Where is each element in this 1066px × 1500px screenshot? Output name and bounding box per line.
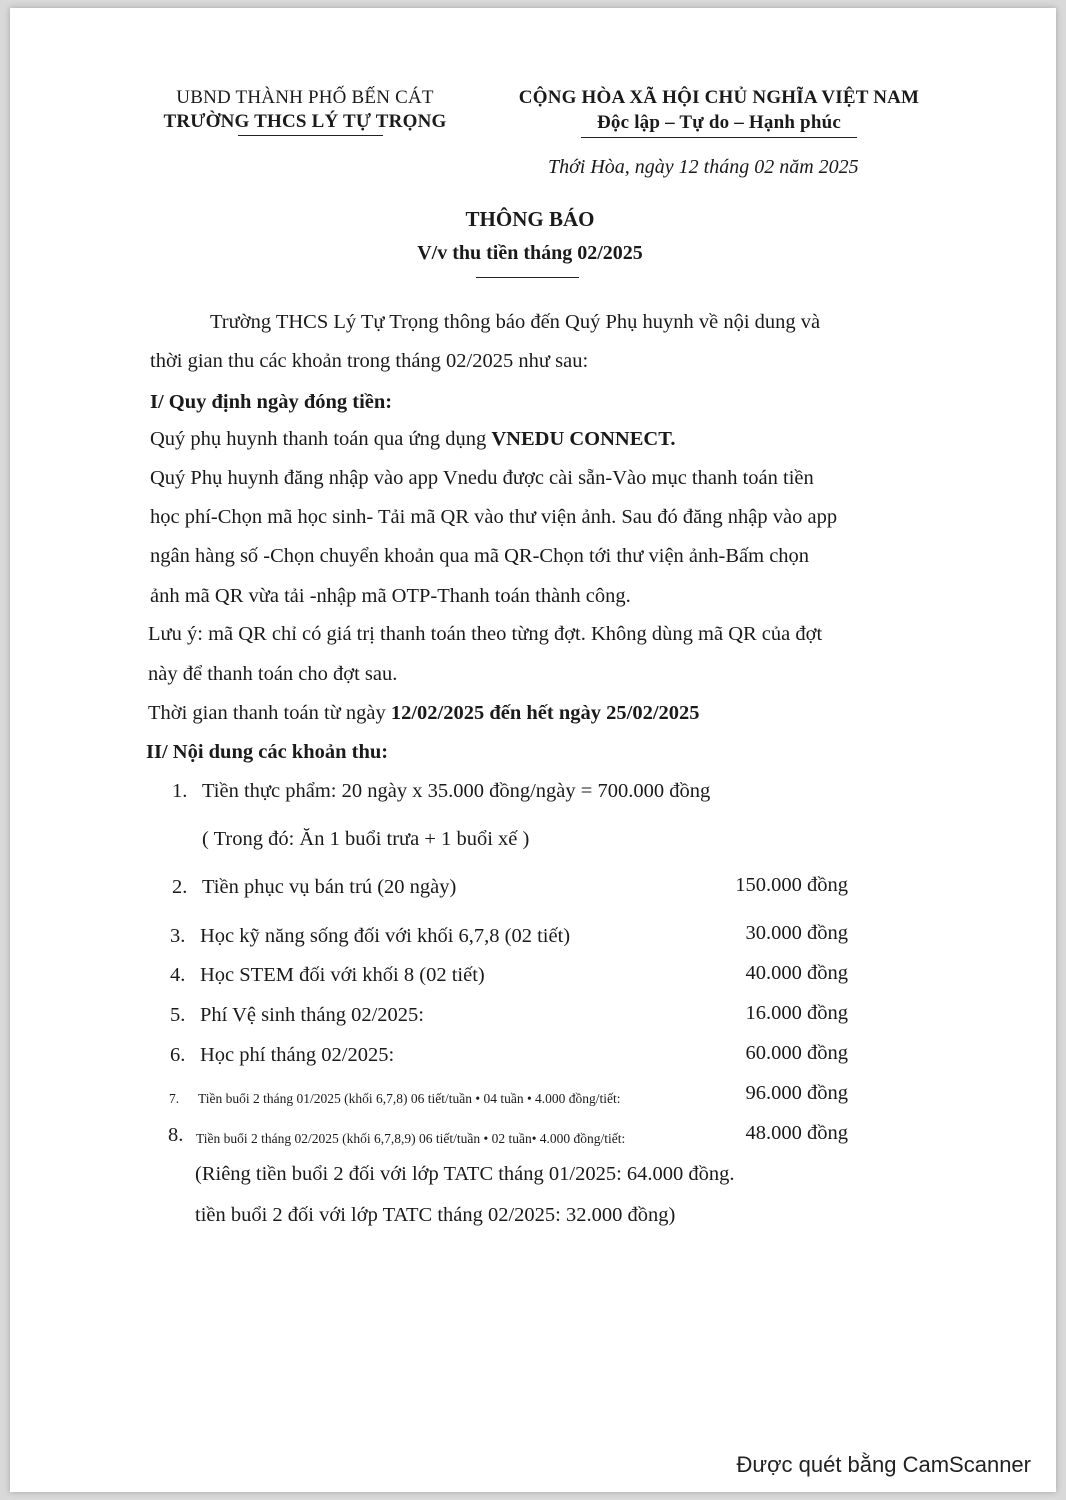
- school-underline: [238, 135, 383, 136]
- fee-item-8-amount: 48.000 đồng: [745, 1122, 848, 1144]
- intro-line-2: thời gian thu các khoản trong tháng 02/2025 như sau:: [150, 350, 589, 372]
- section-1-heading: I/ Quy định ngày đóng tiền:: [150, 391, 393, 413]
- fee-item-2-number: 2.: [172, 876, 188, 898]
- fee-item-5-number: 5.: [170, 1004, 186, 1026]
- motto-underline: [581, 137, 857, 138]
- fee-item-1-label: Tiền thực phẩm: 20 ngày x 35.000 đồng/ngày = 700.000 đồng: [202, 780, 711, 802]
- fee-item-1-detail: ( Trong đó: Ăn 1 buổi trưa + 1 buổi xế ): [202, 828, 530, 850]
- fee-item-3-number: 3.: [170, 925, 186, 947]
- fee-item-8-number: 8.: [168, 1124, 184, 1146]
- step-line-4: ảnh mã QR vừa tải -nhập mã OTP-Thanh toán thành công.: [150, 585, 631, 607]
- camscanner-watermark: Được quét bằng CamScanner: [736, 1452, 1031, 1477]
- fee-item-5-label: Phí Vệ sinh tháng 02/2025:: [200, 1004, 424, 1026]
- step-line-1: Quý Phụ huynh đăng nhập vào app Vnedu được cài sẵn-Vào mục thanh toán tiền: [150, 467, 814, 489]
- school-name: TRƯỜNG THCS LÝ TỰ TRỌNG: [163, 111, 447, 132]
- fee-item-5-amount: 16.000 đồng: [745, 1002, 848, 1024]
- fee-item-7-amount: 96.000 đồng: [745, 1082, 848, 1104]
- intro-line-1: Trường THCS Lý Tự Trọng thông báo đến Quý Phụ huynh về nội dung và: [210, 311, 821, 333]
- payment-method-text: Quý phụ huynh thanh toán qua ứng dụng: [150, 428, 492, 450]
- document-title: THÔNG BÁO: [465, 207, 595, 231]
- fee-item-6-amount: 60.000 đồng: [745, 1042, 848, 1064]
- document-subject: V/v thu tiền tháng 02/2025: [417, 242, 643, 264]
- tatc-note-1: (Riêng tiền buổi 2 đối với lớp TATC tháng 01/2025: 64.000 đồng.: [195, 1163, 735, 1185]
- section-2-heading: II/ Nội dung các khoản thu:: [146, 741, 389, 763]
- fee-item-4-number: 4.: [170, 964, 186, 986]
- payment-method: [150, 428, 676, 451]
- fee-item-6-number: 6.: [170, 1044, 186, 1066]
- country-name: CỘNG HÒA XÃ HỘI CHỦ NGHĨA VIỆT NAM: [518, 87, 920, 108]
- motto: Độc lập – Tự do – Hạnh phúc: [597, 112, 841, 133]
- fee-item-1-number: 1.: [172, 780, 188, 802]
- fee-item-4-amount: 40.000 đồng: [745, 962, 848, 984]
- payment-period: [148, 702, 700, 725]
- fee-item-6-label: Học phí tháng 02/2025:: [200, 1044, 395, 1066]
- fee-item-2-label: Tiền phục vụ bán trú (20 ngày): [202, 876, 457, 898]
- date-line: Thới Hòa, ngày 12 tháng 02 năm 2025: [548, 156, 859, 178]
- tatc-note-2: tiền buổi 2 đối với lớp TATC tháng 02/2025: 32.000 đồng): [195, 1204, 676, 1226]
- agency-name: UBND THÀNH PHỐ BẾN CÁT: [176, 87, 434, 108]
- title-underline: [476, 277, 579, 278]
- payment-app-name: VNEDU CONNECT.: [491, 428, 676, 450]
- fee-item-8-label: Tiền buổi 2 tháng 02/2025 (khối 6,7,8,9) 06 tiết/tuần • 02 tuần• 4.000 đồng/tiết:: [196, 1131, 626, 1146]
- payment-period-dates: 12/02/2025 đến hết ngày 25/02/2025: [390, 702, 700, 724]
- payment-period-text: Thời gian thanh toán từ ngày: [148, 702, 391, 724]
- note-line-1: Lưu ý: mã QR chỉ có giá trị thanh toán theo từng đợt. Không dùng mã QR của đợt: [148, 623, 823, 645]
- step-line-3: ngân hàng số -Chọn chuyển khoản qua mã QR-Chọn tới thư viện ảnh-Bấm chọn: [150, 545, 810, 567]
- note-line-2: này để thanh toán cho đợt sau.: [148, 663, 398, 685]
- fee-item-3-amount: 30.000 đồng: [745, 922, 848, 944]
- fee-item-7-label: Tiền buổi 2 tháng 01/2025 (khối 6,7,8) 06 tiết/tuần • 04 tuần • 4.000 đồng/tiết:: [198, 1091, 621, 1106]
- fee-item-7-number: 7.: [169, 1091, 180, 1106]
- fee-item-4-label: Học STEM đối với khối 8 (02 tiết): [200, 964, 485, 986]
- fee-item-2-amount: 150.000 đồng: [735, 874, 848, 896]
- fee-item-3-label: Học kỹ năng sống đối với khối 6,7,8 (02 tiết): [200, 925, 571, 947]
- step-line-2: học phí-Chọn mã học sinh- Tải mã QR vào thư viện ảnh. Sau đó đăng nhập vào app: [150, 506, 838, 528]
